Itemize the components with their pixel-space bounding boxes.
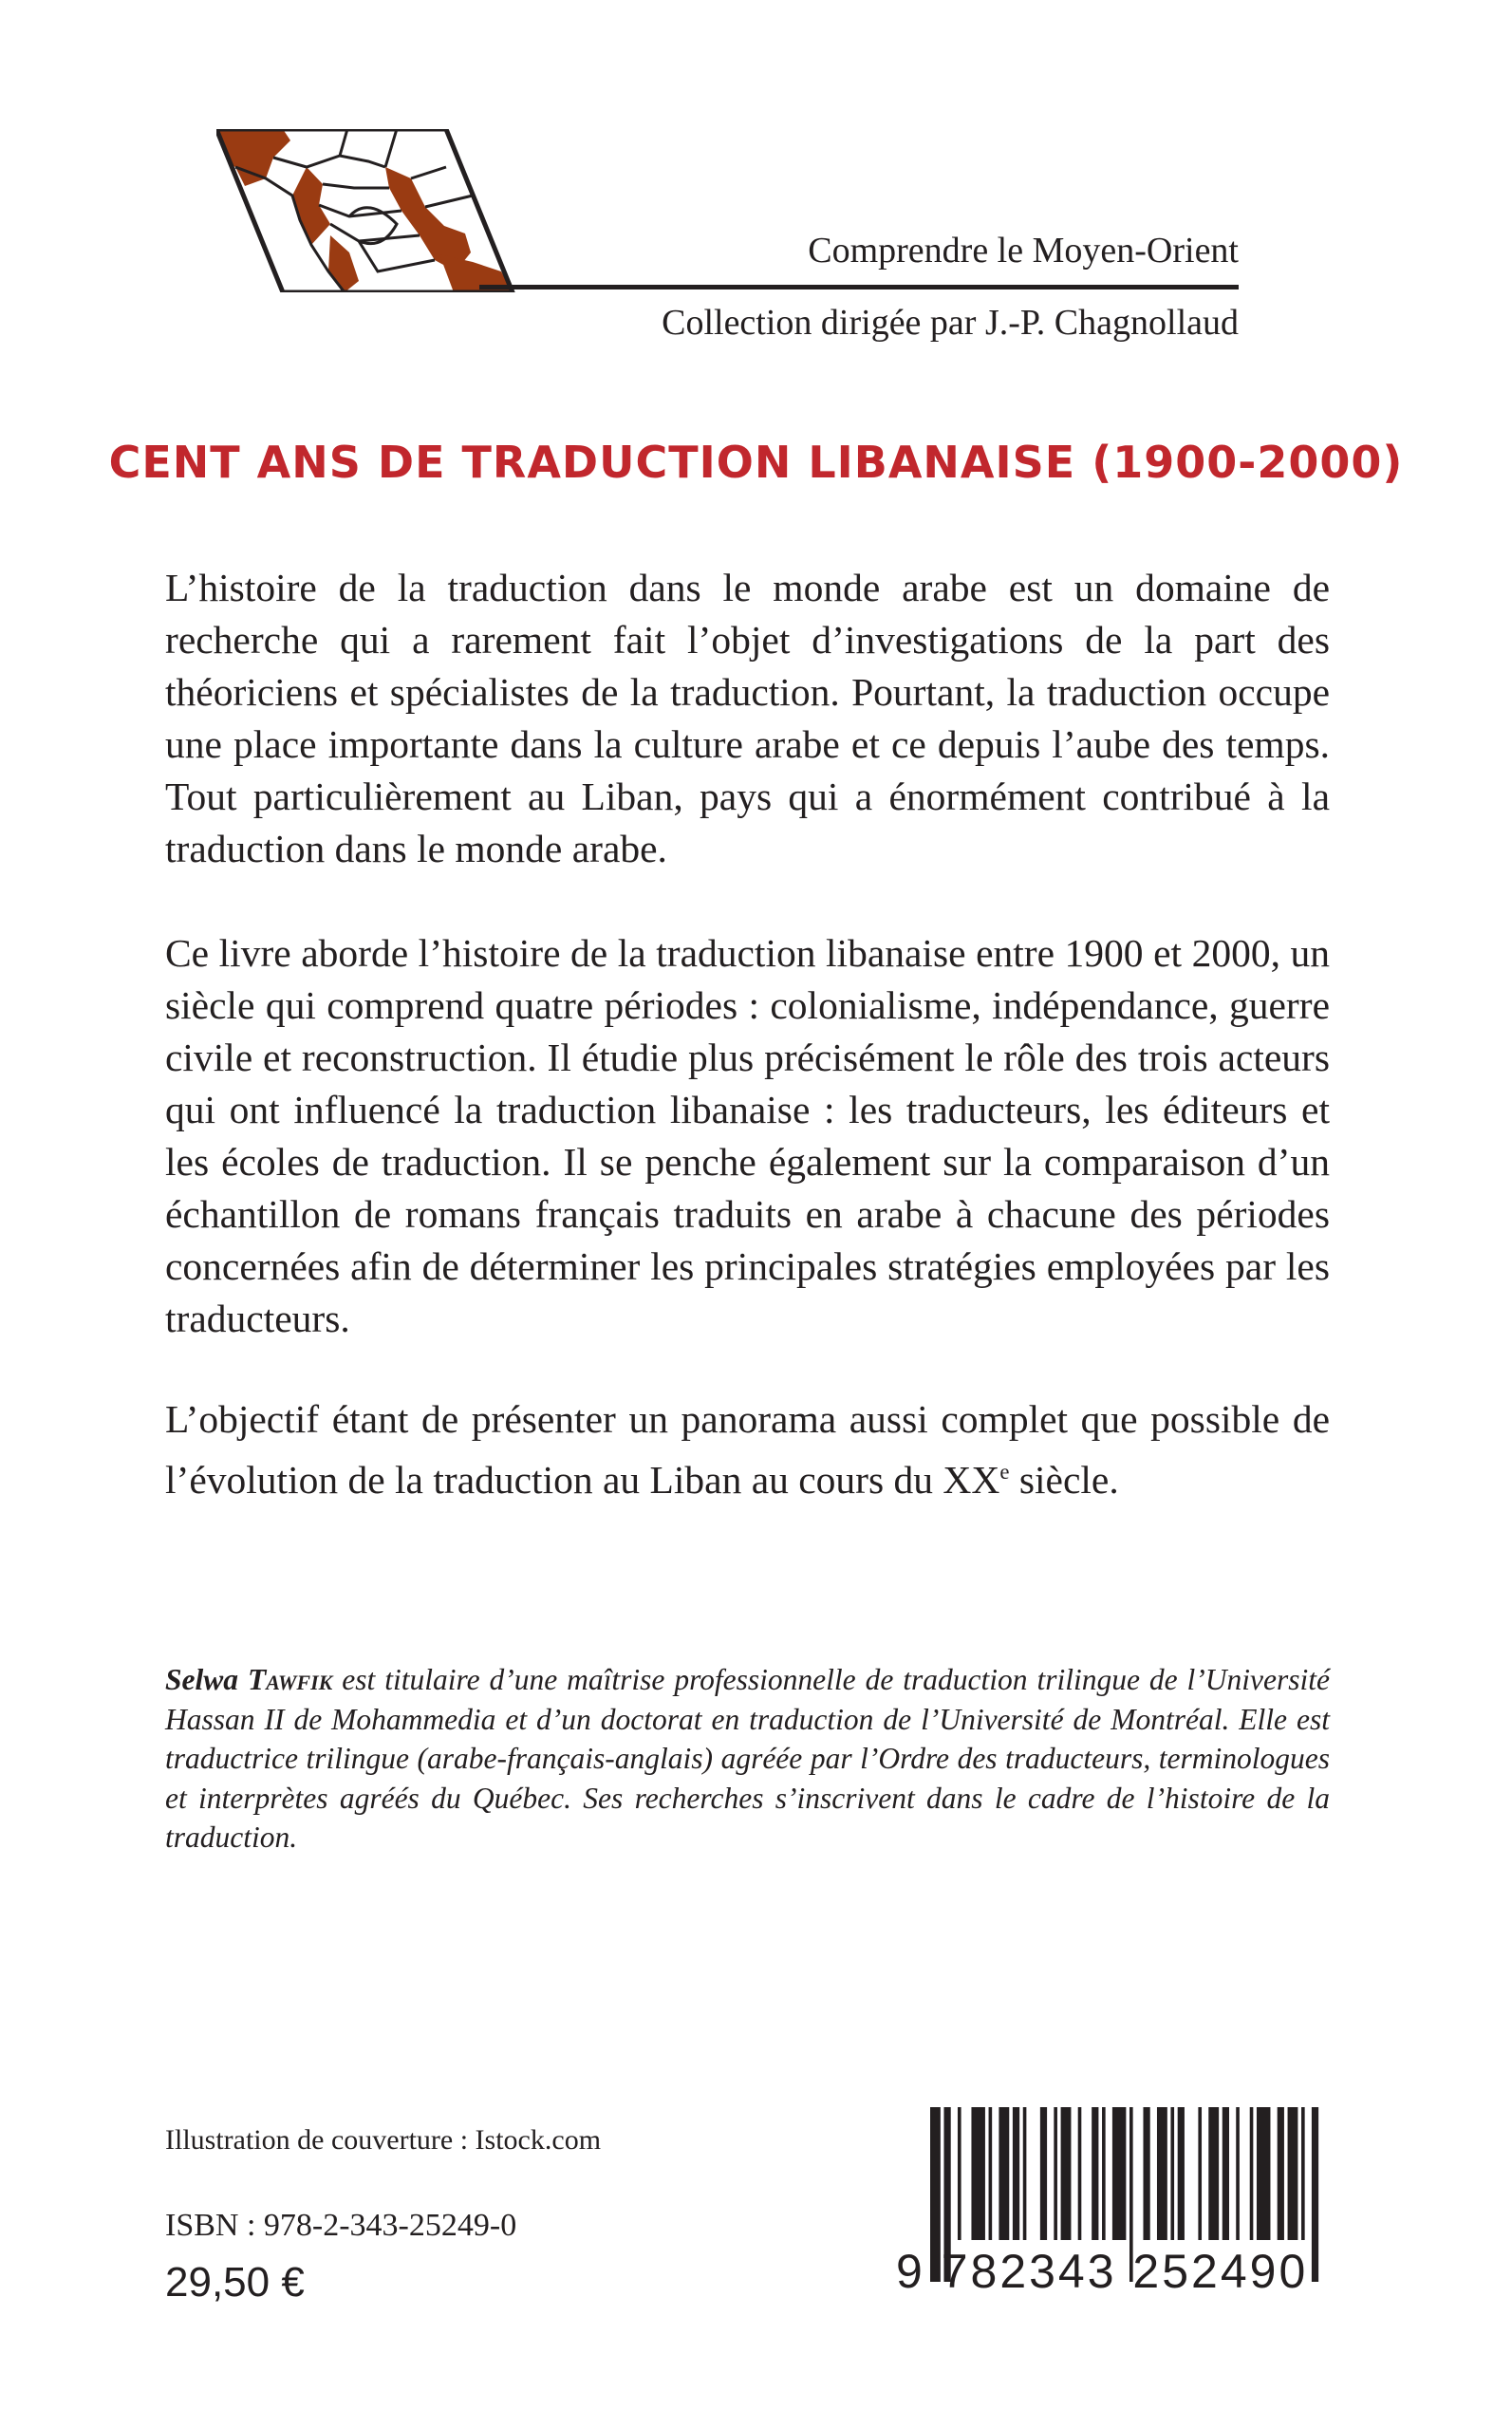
summary-paragraph-2: Ce livre aborde l’histoire de la traduction libanaise entre 1900 et 2000, un siècle qui comprend quatre périodes : colonialisme, indépendance, guerre civile et reconstruction. Il étudie plus précisément le rôle des trois acteurs qui ont influencé la traduction libanaise : les traducteurs, les éditeurs et les écoles de traduction. Il se penche également sur la comparaison d’un échantillon de romans français traduits en arabe à chacune des périodes concernées afin de déterminer les principales stratégies employées par les traducteurs. xyxy=(165,931,1330,1340)
header-rule xyxy=(479,285,1239,289)
barcode-bar xyxy=(1208,2107,1219,2240)
collection-director: Collection dirigée par J.-P. Chagnollaud xyxy=(662,303,1239,343)
author-name xyxy=(165,1663,332,1696)
barcode-bar xyxy=(1054,2107,1057,2240)
barcode-bar xyxy=(1112,2107,1126,2240)
barcode-bar xyxy=(1092,2107,1098,2240)
summary-paragraph-3 xyxy=(165,1393,1330,1506)
barcode-bar xyxy=(1023,2107,1027,2240)
barcode-bar xyxy=(1102,2107,1106,2240)
summary-paragraph-1: L’histoire de la traduction dans le monde arabe est un domaine de recherche qui a rarement fait l’objet d’investigations de la part des théoriciens et spécialistes de la traduction. Pourtant, la traduction occupe une place importante dans la culture arabe et ce depuis l’aube des temps. Tout particulièrement au Liban, pays qui a énormément contribué à la traduction dans le monde arabe. xyxy=(165,566,1330,870)
barcode-bar xyxy=(1198,2107,1202,2240)
barcode-bar xyxy=(1143,2107,1149,2240)
barcode-bar xyxy=(1257,2107,1270,2240)
barcode-bar xyxy=(999,2107,1009,2240)
collection-name: Comprendre le Moyen-Orient xyxy=(808,231,1239,271)
barcode-bar xyxy=(1223,2107,1229,2240)
barcode-bar xyxy=(1178,2107,1185,2240)
barcode-bar xyxy=(1236,2107,1240,2240)
barcode-bar xyxy=(1061,2107,1072,2240)
author-bio-text: est titulaire d’une maîtrise professionnelle de traduction trilingue de l’Université Hassan II de Mohammedia et d’un doctorat en traduction de l’Université de Montréal. Elle est traductrice trilingue (arabe-français-anglais) agréée par l’Ordre des traducteurs, terminologues et interprètes agréés du Québec. Ses recherches s’inscrivent dans le cadre de l’histoire de la traduction. xyxy=(165,1663,1331,1854)
barcode-bar xyxy=(1078,2107,1082,2240)
isbn: ISBN : 978-2-343-25249-0 xyxy=(165,2208,517,2243)
author-first-name: Selwa xyxy=(165,1663,239,1696)
illustration-credit: Illustration de couverture : Istock.com xyxy=(165,2124,602,2156)
barcode-digits: 9 782343 252490 xyxy=(896,2245,1309,2298)
barcode-bar xyxy=(958,2107,961,2240)
barcode-bar xyxy=(971,2107,984,2240)
barcode-bar xyxy=(1288,2107,1298,2240)
barcode-bar xyxy=(1157,2107,1167,2240)
barcode-bar xyxy=(989,2107,993,2240)
summary-paragraph-3-main: L’objectif étant de présenter un panorama aussi complet que possible de l’évolution de la traduction au Liban au cours du XX xyxy=(165,1397,1330,1502)
price: 29,50 € xyxy=(165,2259,305,2306)
barcode-bar xyxy=(1013,2107,1019,2240)
summary-paragraph-3-end: siècle. xyxy=(1009,1457,1119,1502)
barcode-bar xyxy=(1170,2107,1174,2240)
barcode-bar xyxy=(1301,2107,1305,2240)
barcode-bar xyxy=(1278,2107,1284,2240)
century-superscript: e xyxy=(999,1460,1010,1484)
book-title: CENT ANS DE TRADUCTION LIBANAISE (1900-2000) xyxy=(108,437,1404,488)
barcode-bar xyxy=(1040,2107,1047,2240)
author-surname: Tawfik xyxy=(247,1663,333,1696)
author-bio xyxy=(165,1660,1330,1858)
middle-east-map-icon xyxy=(216,129,729,292)
barcode-bar xyxy=(1250,2107,1254,2240)
